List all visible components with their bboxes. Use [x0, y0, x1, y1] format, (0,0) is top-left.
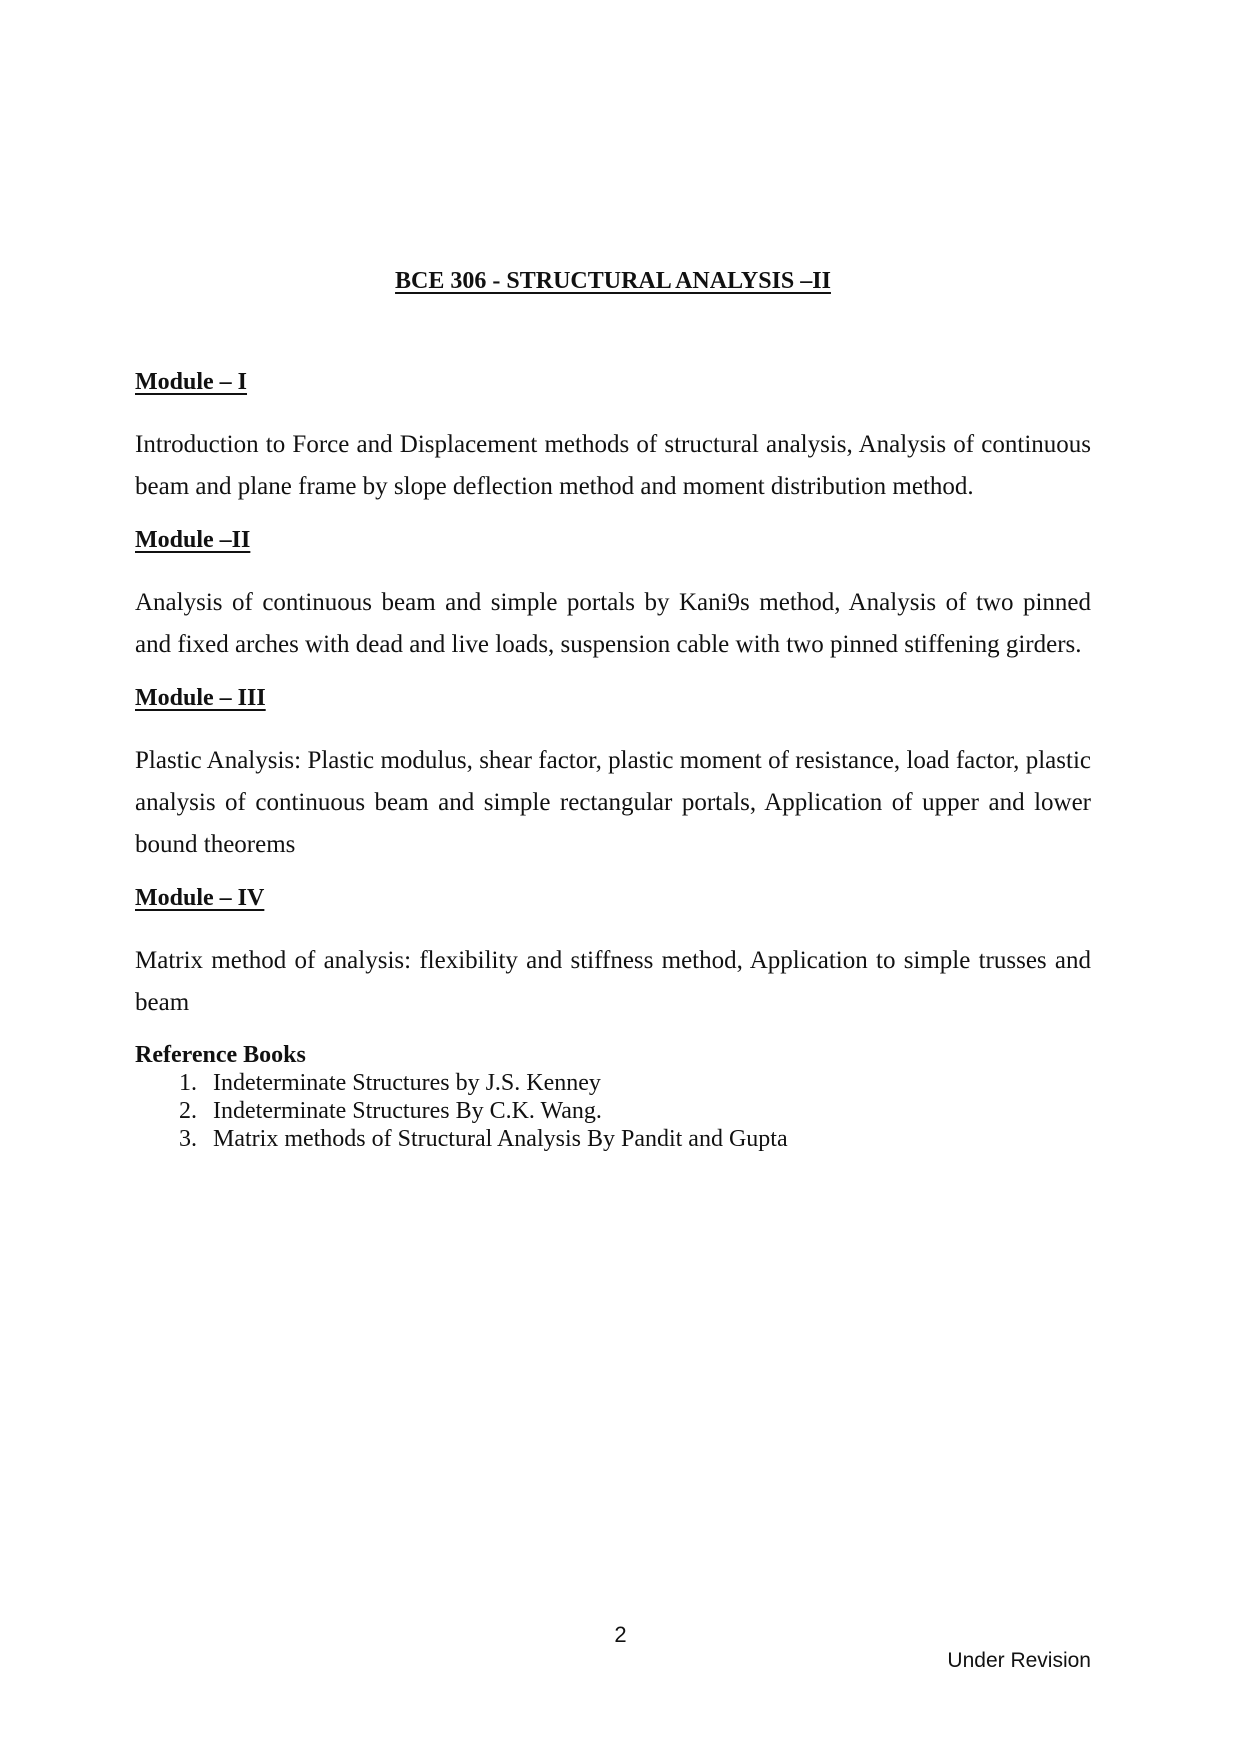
module-3-body: Plastic Analysis: Plastic modulus, shear factor, plastic moment of resistance, load factor, plastic analysis of continuous beam and simple rectangular portals, Application of upper and lower bound theorems	[135, 747, 1091, 858]
reference-item-1: 1. Indeterminate Structures by J.S. Kenney	[203, 1069, 1091, 1097]
module-1-body: Introduction to Force and Displacement methods of structural analysis, Analysis of continuous beam and plane frame by slope deflection method and moment distribution method.	[135, 431, 1091, 500]
module-4-body: Matrix method of analysis: flexibility and stiffness method, Application to simple trusses and beam	[135, 947, 1091, 1016]
page-title: BCE 306 - STRUCTURAL ANALYSIS –II	[395, 268, 831, 294]
document-content	[135, 265, 1091, 1153]
footer-status: Under Revision	[947, 1649, 1091, 1672]
reference-books-heading: Reference Books	[135, 1042, 306, 1068]
module-1-heading: Module – I	[135, 369, 248, 395]
module-3-heading: Module – III	[135, 685, 266, 711]
reference-books-list	[135, 1069, 1091, 1153]
reference-item-2: 2. Indeterminate Structures By C.K. Wang.	[203, 1097, 1091, 1125]
module-4-heading: Module – IV	[135, 885, 265, 911]
page-number: 2	[614, 1622, 627, 1647]
module-2-heading: Module –II	[135, 527, 251, 553]
module-2-body: Analysis of continuous beam and simple portals by Kani9s method, Analysis of two pinned and fixed arches with dead and live loads, suspension cable with two pinned stiffening girders.	[135, 589, 1091, 658]
reference-item-3: 3. Matrix methods of Structural Analysis By Pandit and Gupta	[203, 1125, 1091, 1153]
